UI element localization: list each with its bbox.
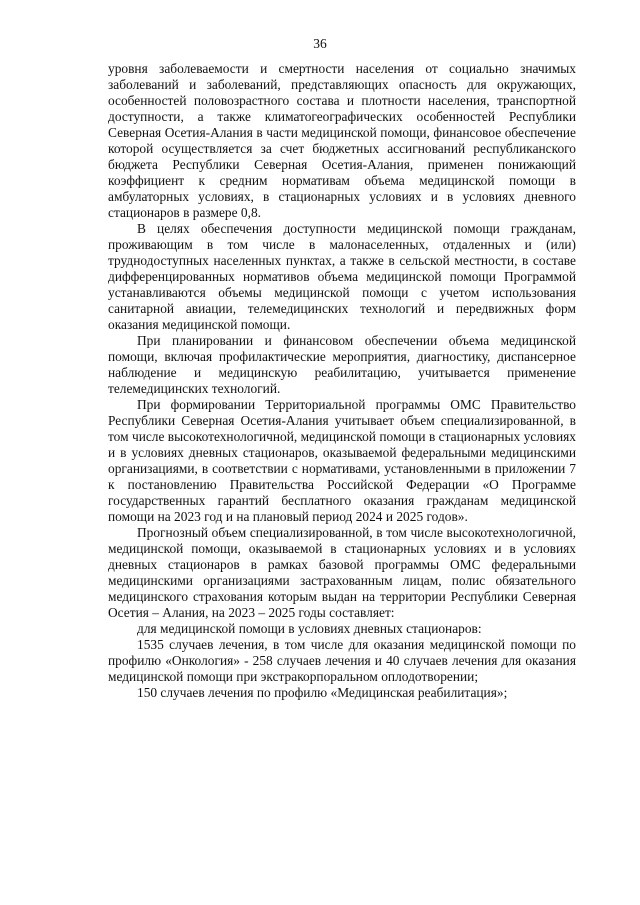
page-number: 36	[313, 36, 327, 51]
paragraph-territorial-program: При формировании Территориальной программы ОМС Правительство Республики Северная Осетия-Алания учитывает объем специализированной, в том числе высокотехнологичной, медицинской помощи в стационарных условиях и в условиях дневных стационаров, оказываемой федеральными медицинскими организациями, в соответствии с нормативами, установленными в приложении 7 к постановлению Правительства Российской Федерации «О Программе государственных гарантий бесплатного оказания гражданам медицинской помощи на 2023 год и на плановый период 2024 и 2025 годов».	[108, 397, 576, 524]
paragraph-forecast-volume: Прогнозный объем специализированной, в том числе высокотехнологичной, медицинской помощи, оказываемой в стационарных условиях и в условиях дневных стационаров в рамках базовой программы ОМС федеральными медицинскими организациями застрахованным лицам, полис обязательного медицинского страхования которым выдан на территории Республики Северная Осетия – Алания, на 2023 – 2025 годы составляет:	[108, 525, 576, 620]
document-body	[108, 61, 576, 701]
paragraph-rehabilitation-cases: 150 случаев лечения по профилю «Медицинская реабилитация»;	[137, 685, 508, 700]
paragraph-treatment-cases: 1535 случаев лечения, в том числе для оказания медицинской помощи по профилю «Онкология» - 258 случаев лечения и 40 случаев лечения для оказания медицинской помощи при экстракорпоральном оплодотворении;	[108, 637, 576, 684]
paragraph-accessibility: В целях обеспечения доступности медицинской помощи гражданам, проживающим в том числе в малонаселенных, отдаленных и (или) труднодоступных населенных пунктах, а также в сельской местности, в составе дифференцированных нормативов объема медицинской помощи Программой устанавливаются объемы медицинской помощи с учетом использования санитарной авиации, телемедицинских технологий и передвижных форм оказания медицинской помощи.	[108, 221, 576, 332]
paragraph-continuation: уровня заболеваемости и смертности населения от социально значимых заболеваний и заболеваний, представляющих опасность для окружающих, особенностей половозрастного состава и плотности населения, транспортной доступности, а также климатогеографических особенностей Республики Северная Осетия-Алания в части медицинской помощи, финансовое обеспечение которой осуществляется за счет бюджетных ассигнований республиканского бюджета Республики Северная Осетия-Алания, применен понижающий коэффициент к средним нормативам объема медицинской помощи в амбулаторных условиях, в стационарных условиях и в условиях дневного стационаров в размере 0,8.	[108, 61, 576, 220]
paragraph-day-hospital-heading: для медицинской помощи в условиях дневных стационаров:	[137, 621, 482, 636]
paragraph-telemedicine: При планировании и финансовом обеспечении объема медицинской помощи, включая профилактические мероприятия, диагностику, диспансерное наблюдение и медицинскую реабилитацию, учитывается применение телемедицинских технологий.	[108, 333, 576, 396]
